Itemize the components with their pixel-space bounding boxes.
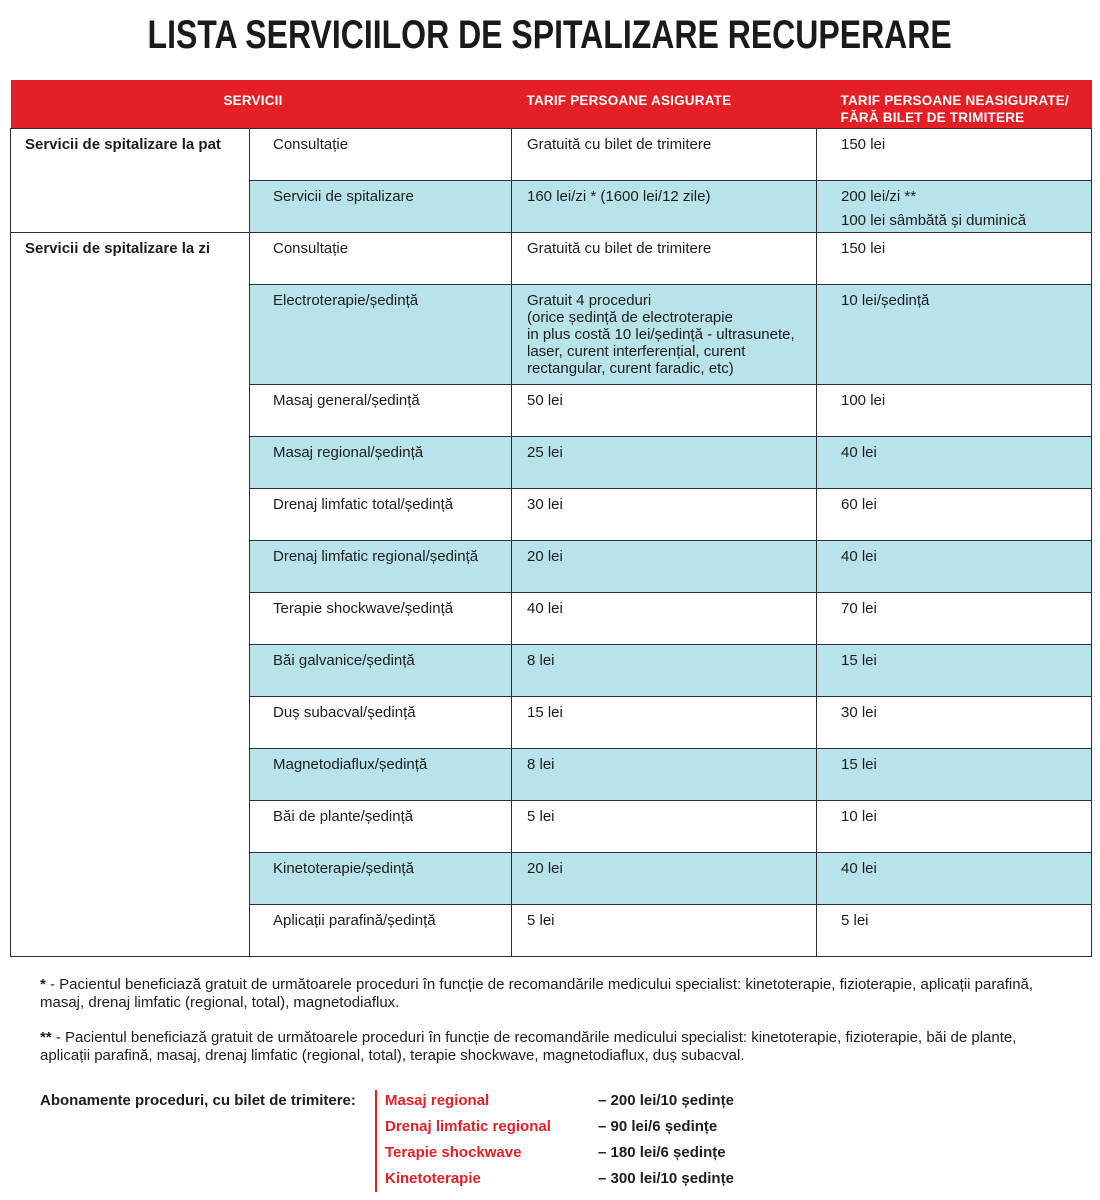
subscription-item [385,1166,734,1192]
subscription-item [385,1114,734,1140]
uninsured-price: 200 lei/zi ** [841,187,917,205]
title-container [0,10,1100,60]
uninsured-price-cell: 15 lei [817,748,1092,800]
footnote-single-asterisk [40,976,1060,1012]
subscription-price: – 300 lei/10 ședințe [598,1170,734,1187]
subscriptions-label: Abonamente proceduri, cu bilet de trimitere: [40,1092,356,1109]
insured-price-cell: 8 lei [512,748,817,800]
service-name-cell: Terapie shockwave/ședință [250,592,512,644]
footnote-double-asterisk [40,1029,1060,1065]
uninsured-price-cell [817,180,1092,232]
service-name-cell: Drenaj limfatic total/ședință [250,488,512,540]
header-insured-tariff: TARIF PERSOANE ASIGURATE [512,80,817,128]
header-uninsured-line: TARIF PERSOANE NEASIGURATE/ [840,93,1069,108]
category-inpatient: Servicii de spitalizare la pat [11,128,250,232]
uninsured-price-cell: 150 lei [817,128,1092,180]
subscription-name: Masaj regional [385,1092,490,1109]
uninsured-price-cell: 60 lei [817,488,1092,540]
insured-price-cell: 5 lei [512,800,817,852]
footnote-text: - Pacientul beneficiază gratuit de următoarele proceduri în funcție de recomandările medicului specialist: kinetoterapie, fizioterapie, aplicații parafină, masaj, drenaj limfatic (regional, total), magnetodiaflux. [40,976,1034,1011]
weekend-price-note: 100 lei sâmbătă și duminică [841,211,1027,229]
header-uninsured-tariff [817,80,1092,128]
insured-price-cell: 25 lei [512,436,817,488]
insured-price-cell: 8 lei [512,644,817,696]
service-name-cell: Băi de plante/ședință [250,800,512,852]
table-row [11,128,1092,180]
subscription-item [385,1088,734,1114]
uninsured-price-cell: 15 lei [817,644,1092,696]
insured-price-cell: 15 lei [512,696,817,748]
service-name-cell: Electroterapie/ședință [250,284,512,384]
service-name-cell: Kinetoterapie/ședință [250,852,512,904]
footnotes [40,976,1060,1082]
table-row [11,232,1092,284]
service-name-cell: Consultație [250,128,512,180]
header-services: SERVICII [11,80,512,128]
service-name-cell: Consultație [250,232,512,284]
insured-price-cell: Gratuită cu bilet de trimitere [512,232,817,284]
uninsured-price-cell: 10 lei [817,800,1092,852]
uninsured-price-cell: 30 lei [817,696,1092,748]
insured-price-cell: Gratuită cu bilet de trimitere [512,128,817,180]
service-name-cell: Masaj regional/ședință [250,436,512,488]
subscriptions-section [40,1088,800,1194]
insured-price-cell: Gratuit 4 proceduri (orice ședință de electroterapie in plus costă 10 lei/ședință - ultrasunete, laser, curent interferențial, curent rectangular, curent faradic, etc) [512,284,817,384]
uninsured-price-cell: 10 lei/ședință [817,284,1092,384]
service-name-cell: Aplicații parafină/ședință [250,904,512,956]
uninsured-price-cell: 150 lei [817,232,1092,284]
uninsured-price-cell: 70 lei [817,592,1092,644]
service-name-cell: Duș subacval/ședință [250,696,512,748]
uninsured-price-cell: 5 lei [817,904,1092,956]
service-name-cell: Drenaj limfatic regional/ședință [250,540,512,592]
subscription-price: – 200 lei/10 ședințe [598,1092,734,1109]
service-name-cell: Servicii de spitalizare [250,180,512,232]
service-name-cell: Magnetodiaflux/ședință [250,748,512,800]
subscription-name: Terapie shockwave [385,1144,522,1161]
insured-price-cell: 50 lei [512,384,817,436]
uninsured-price-cell: 40 lei [817,436,1092,488]
insured-price-cell: 20 lei [512,540,817,592]
subscription-name: Kinetoterapie [385,1170,481,1187]
insured-price-cell: 40 lei [512,592,817,644]
insured-price-cell: 20 lei [512,852,817,904]
service-name-cell: Băi galvanice/ședință [250,644,512,696]
service-name-cell: Masaj general/ședință [250,384,512,436]
insured-price-cell: 160 lei/zi * (1600 lei/12 zile) [512,180,817,232]
footnote-marker: * [40,976,46,993]
page-title: LISTA SERVICIILOR DE SPITALIZARE RECUPERARE [147,13,953,57]
subscriptions-divider [375,1090,377,1192]
subscription-item [385,1140,734,1166]
insured-price-cell: 30 lei [512,488,817,540]
uninsured-price-cell: 100 lei [817,384,1092,436]
subscription-price: – 180 lei/6 ședințe [598,1144,726,1161]
subscription-price: – 90 lei/6 ședințe [598,1118,718,1135]
category-day-care: Servicii de spitalizare la zi [11,232,250,956]
header-row [11,80,1092,128]
insured-price-cell: 5 lei [512,904,817,956]
uninsured-price-cell: 40 lei [817,852,1092,904]
subscriptions-list [385,1088,734,1192]
uninsured-price-cell: 40 lei [817,540,1092,592]
footnote-text: - Pacientul beneficiază gratuit de următoarele proceduri în funcție de recomandările medicului specialist: kinetoterapie, fizioterapie, băi de plante, aplicații parafină, masaj, drenaj limfatic (regional, total), terapie shockwave, magnetodiaflux, duș subacval. [40,1029,1017,1064]
price-table [10,80,1092,957]
footnote-marker: ** [40,1029,52,1046]
subscription-name: Drenaj limfatic regional [385,1118,551,1135]
header-uninsured-line: FĂRĂ BILET DE TRIMITERE [840,110,1025,125]
